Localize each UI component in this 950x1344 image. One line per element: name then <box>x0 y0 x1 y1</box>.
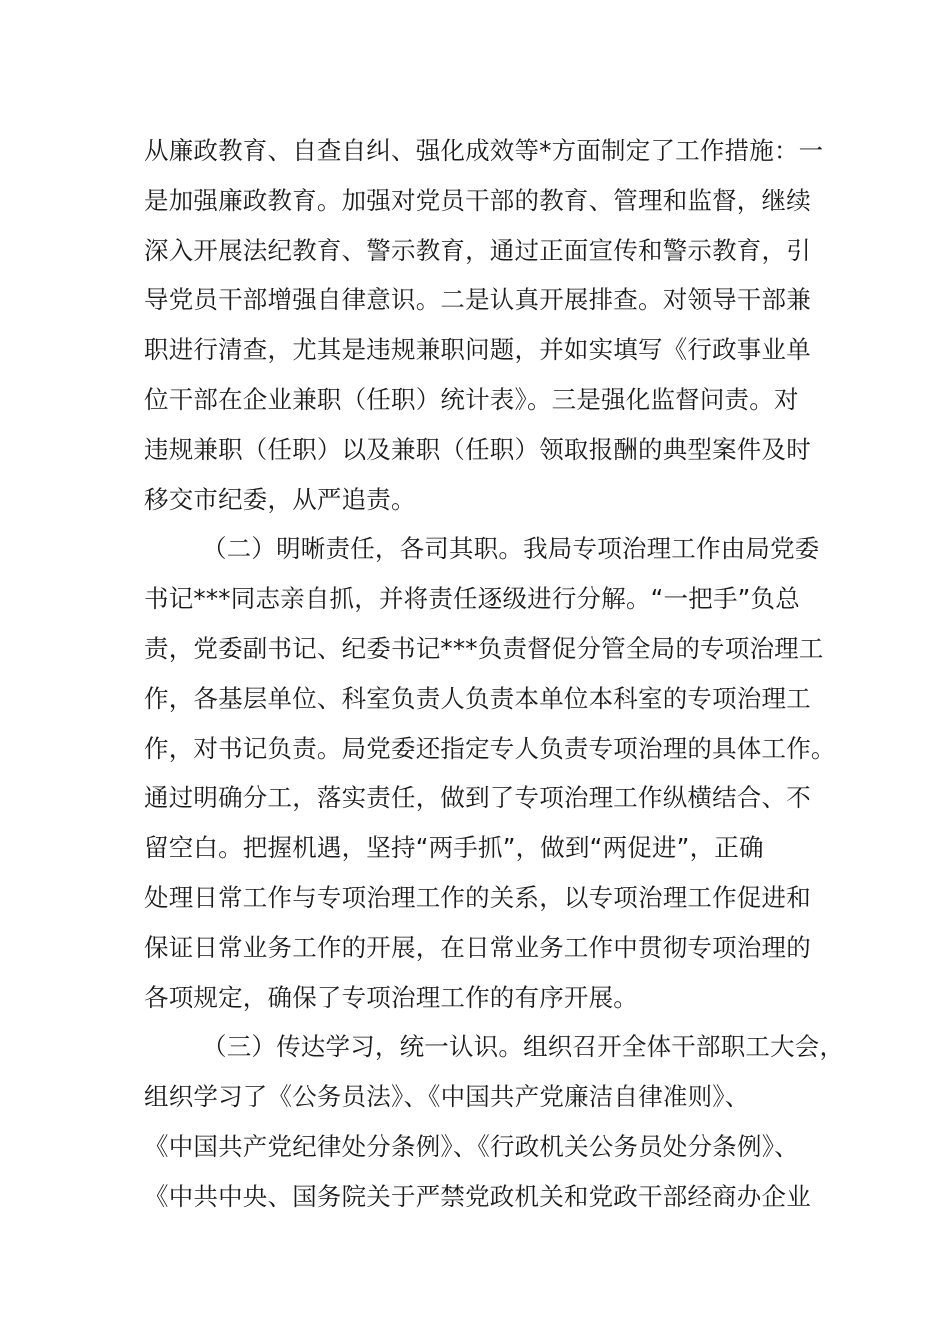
body-text <box>144 126 844 1222</box>
text-line: 保证日常业务工作的开展，在日常业务工作中贯彻专项治理的 <box>144 932 811 962</box>
text-line: 位干部在企业兼职（任职）统计表》。三是强化监督问责。对 <box>144 384 799 414</box>
text-line: 移交市纪委，从严追责。 <box>144 484 416 514</box>
text-line: 书记***同志亲自抓，并将责任逐级进行分解。“一把手”负总 <box>144 584 800 614</box>
text-line: 作，各基层单位、科室负责人负责本单位本科室的专项治理工 <box>144 683 811 713</box>
text-line: 职进行清查，尤其是违规兼职问题，并如实填写《行政事业单 <box>144 335 811 365</box>
paragraph-start-line: （二）明晰责任，各司其职。我局专项治理工作由局党委 <box>202 534 820 564</box>
text-line: 责，党委副书记、纪委书记***负责督促分管全局的专项治理工 <box>144 633 824 663</box>
text-line: 违规兼职（任职）以及兼职（任职）领取报酬的典型案件及时 <box>144 434 811 464</box>
text-line: 组织学习了《公务员法》、《中国共产党廉洁自律准则》、 <box>144 1082 750 1112</box>
text-line: 《中国共产党纪律处分条例》、《行政机关公务员处分条例》、 <box>144 1131 799 1161</box>
text-line: 各项规定，确保了专项治理工作的有序开展。 <box>144 982 638 1012</box>
text-line: 通过明确分工，落实责任，做到了专项治理工作纵横结合、不 <box>144 783 811 813</box>
text-line: 《中共中央、国务院关于严禁党政机关和党政干部经商办企业 <box>144 1181 811 1211</box>
text-line: 导党员干部增强自律意识。二是认真开展排查。对领导干部兼 <box>144 285 811 315</box>
text-line: 是加强廉政教育。加强对党员干部的教育、管理和监督，继续 <box>144 185 811 215</box>
text-line: 从廉政教育、自查自纠、强化成效等*方面制定了工作措施：一 <box>144 136 824 165</box>
text-line: 留空白。把握机遇，坚持“两手抓”，做到“两促进”，正确 <box>144 833 764 863</box>
text-line: 深入开展法纪教育、警示教育，通过正面宣传和警示教育，引 <box>144 235 811 265</box>
text-line: 处理日常工作与专项治理工作的关系，以专项治理工作促进和 <box>144 882 811 912</box>
text-line: 作，对书记负责。局党委还指定专人负责专项治理的具体工作。 <box>144 733 836 763</box>
paragraph-start-line: （三）传达学习，统一认识。组织召开全体干部职工大会， <box>202 1032 845 1062</box>
